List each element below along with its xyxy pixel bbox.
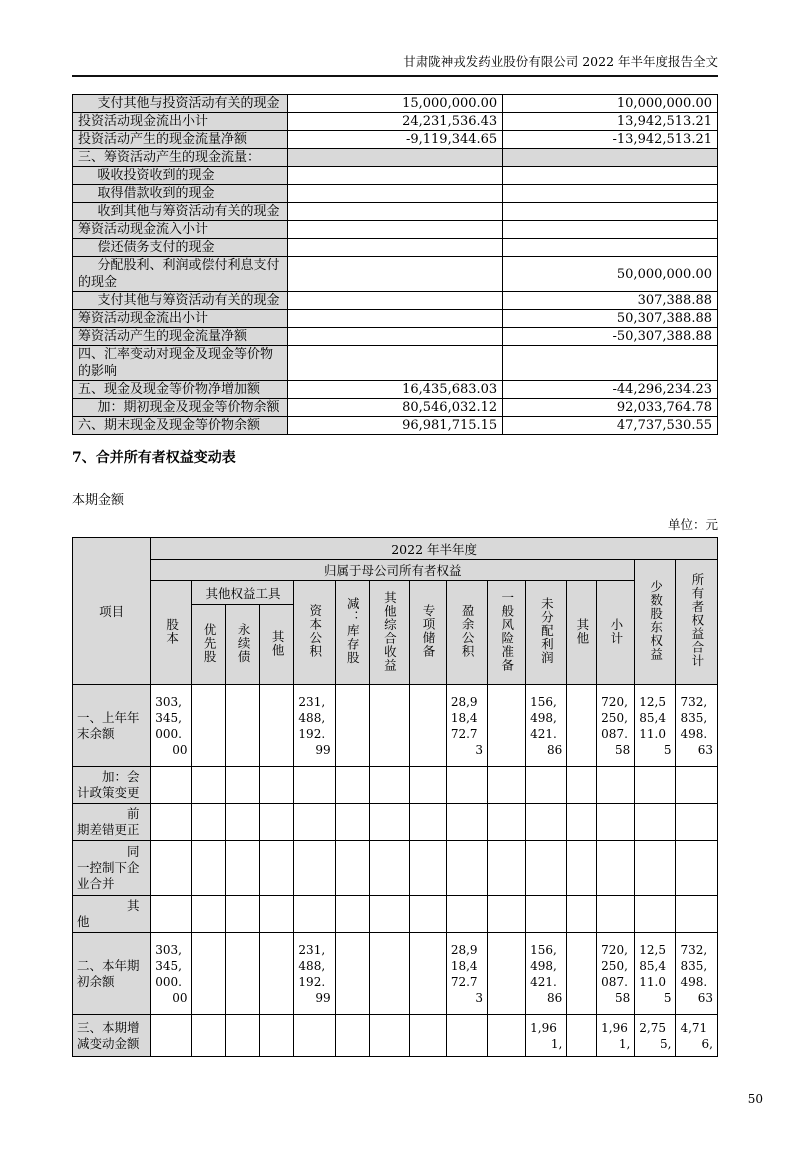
equity-value-cell xyxy=(676,841,718,896)
equity-value-cell xyxy=(409,896,446,933)
item-label-cell: 分配股利、利润或偿付利息支付的现金 xyxy=(73,257,288,292)
equity-item-label-cell: 一、上年年末余额 xyxy=(73,685,151,767)
equity-value-cell xyxy=(446,896,487,933)
table-row xyxy=(73,131,718,149)
item-label-cell: 取得借款收到的现金 xyxy=(73,185,288,203)
table-row xyxy=(73,381,718,399)
equity-value-cell xyxy=(226,804,260,841)
table-row xyxy=(73,292,718,310)
equity-value-cell xyxy=(488,933,526,1015)
amount-current-cell xyxy=(288,292,503,310)
equity-value-cell: 28,918,472.73 xyxy=(446,933,487,1015)
equity-value-cell xyxy=(446,841,487,896)
equity-value-cell xyxy=(446,804,487,841)
period-subheading: 本期金额 xyxy=(72,493,125,508)
amount-prior-cell xyxy=(503,185,718,203)
amount-prior-cell: 47,737,530.55 xyxy=(503,417,718,435)
equity-value-cell xyxy=(567,804,597,841)
equity-value-cell: 720,250,087.58 xyxy=(597,685,635,767)
table-row xyxy=(73,149,718,167)
amount-prior-cell: 50,307,388.88 xyxy=(503,310,718,328)
equity-value-cell xyxy=(226,1015,260,1057)
equity-value-cell xyxy=(260,685,294,767)
equity-value-cell xyxy=(409,685,446,767)
col-header-perpetual-bonds: 永续债 xyxy=(226,605,260,685)
equity-value-cell xyxy=(151,896,192,933)
equity-item-label-cell: 三、本期增减变动金额 xyxy=(73,1015,151,1057)
equity-value-cell xyxy=(567,933,597,1015)
equity-value-cell: 303,345,000.00 xyxy=(151,933,192,1015)
col-header-special-reserve: 专项储备 xyxy=(409,581,446,685)
equity-value-cell xyxy=(260,841,294,896)
table-row xyxy=(73,185,718,203)
equity-value-cell xyxy=(226,933,260,1015)
equity-value-cell xyxy=(409,933,446,1015)
page-content xyxy=(0,54,793,1057)
equity-item-label-cell: 加：会计政策变更 xyxy=(73,767,151,804)
equity-value-cell xyxy=(597,804,635,841)
table-row xyxy=(73,1015,718,1057)
equity-value-cell xyxy=(369,767,409,804)
equity-value-cell xyxy=(226,841,260,896)
equity-value-cell xyxy=(635,767,676,804)
amount-current-cell xyxy=(288,257,503,292)
item-label-cell: 偿还债务支付的现金 xyxy=(73,239,288,257)
equity-item-label-cell: 其他 xyxy=(73,896,151,933)
equity-value-cell: 1,961, xyxy=(597,1015,635,1057)
equity-value-cell xyxy=(488,804,526,841)
equity-value-cell xyxy=(294,896,335,933)
amount-prior-cell: 307,388.88 xyxy=(503,292,718,310)
amount-current-cell xyxy=(288,310,503,328)
equity-value-cell xyxy=(335,1015,369,1057)
equity-value-cell xyxy=(151,767,192,804)
equity-value-cell: 156,498,421.86 xyxy=(526,933,567,1015)
equity-value-cell xyxy=(335,933,369,1015)
table-row xyxy=(73,203,718,221)
table-row xyxy=(73,841,718,896)
item-label-cell: 支付其他与投资活动有关的现金 xyxy=(73,95,288,113)
col-header-other-equity-instruments: 其他权益工具 xyxy=(192,581,294,605)
item-label-cell: 三、筹资活动产生的现金流量： xyxy=(73,149,288,167)
equity-value-cell xyxy=(488,767,526,804)
equity-value-cell xyxy=(369,685,409,767)
table-row xyxy=(73,328,718,346)
col-header-other-comprehensive-income: 其他综合收益 xyxy=(369,581,409,685)
col-header-minority-interest: 少数股东权益 xyxy=(635,560,676,685)
equity-value-cell xyxy=(151,804,192,841)
col-header-subtotal: 小计 xyxy=(597,581,635,685)
equity-value-cell xyxy=(635,896,676,933)
equity-value-cell: 1,961, xyxy=(526,1015,567,1057)
amount-current-cell: 16,435,683.03 xyxy=(288,381,503,399)
col-header-share-capital: 股本 xyxy=(151,581,192,685)
equity-value-cell xyxy=(260,767,294,804)
unit-label: 单位：元 xyxy=(667,517,718,532)
equity-value-cell xyxy=(294,767,335,804)
page-header xyxy=(72,54,718,77)
equity-value-cell xyxy=(226,896,260,933)
equity-value-cell xyxy=(369,804,409,841)
table-row xyxy=(73,310,718,328)
equity-value-cell xyxy=(446,767,487,804)
equity-value-cell xyxy=(526,767,567,804)
equity-value-cell xyxy=(294,1015,335,1057)
table-row xyxy=(73,804,718,841)
amount-prior-cell xyxy=(503,346,718,381)
equity-value-cell: 28,918,472.73 xyxy=(446,685,487,767)
equity-value-cell xyxy=(192,896,226,933)
equity-value-cell xyxy=(335,841,369,896)
equity-value-cell xyxy=(526,804,567,841)
table-row xyxy=(73,113,718,131)
item-label-cell: 筹资活动现金流入小计 xyxy=(73,221,288,239)
item-label-cell: 筹资活动现金流出小计 xyxy=(73,310,288,328)
equity-value-cell xyxy=(526,841,567,896)
amount-prior-cell xyxy=(503,239,718,257)
amount-current-cell xyxy=(288,185,503,203)
equity-value-cell xyxy=(369,841,409,896)
table-row xyxy=(73,346,718,381)
amount-current-cell xyxy=(288,203,503,221)
equity-value-cell xyxy=(567,1015,597,1057)
item-label-cell: 收到其他与筹资活动有关的现金 xyxy=(73,203,288,221)
col-header-capital-reserve: 资本公积 xyxy=(294,581,335,685)
equity-value-cell xyxy=(597,767,635,804)
equity-value-cell xyxy=(192,1015,226,1057)
item-label-cell: 吸收投资收到的现金 xyxy=(73,167,288,185)
equity-value-cell xyxy=(676,896,718,933)
col-header-surplus-reserve: 盈余公积 xyxy=(446,581,487,685)
amount-current-cell: 96,981,715.15 xyxy=(288,417,503,435)
equity-value-cell xyxy=(526,896,567,933)
equity-value-cell xyxy=(597,896,635,933)
amount-current-cell: -9,119,344.65 xyxy=(288,131,503,149)
equity-value-cell xyxy=(567,841,597,896)
table-row xyxy=(73,896,718,933)
equity-value-cell xyxy=(192,804,226,841)
page-number: 50 xyxy=(747,1092,763,1106)
amount-current-cell xyxy=(288,221,503,239)
equity-value-cell xyxy=(151,841,192,896)
equity-value-cell xyxy=(369,933,409,1015)
equity-value-cell: 12,585,411.05 xyxy=(635,685,676,767)
equity-value-cell xyxy=(488,1015,526,1057)
table-row xyxy=(73,399,718,417)
equity-value-cell xyxy=(635,804,676,841)
equity-value-cell xyxy=(192,933,226,1015)
equity-value-cell xyxy=(192,841,226,896)
item-label-cell: 四、汇率变动对现金及现金等价物的影响 xyxy=(73,346,288,381)
equity-value-cell xyxy=(260,1015,294,1057)
equity-value-cell xyxy=(409,804,446,841)
item-label-cell: 六、期末现金及现金等价物余额 xyxy=(73,417,288,435)
table-row xyxy=(73,239,718,257)
table-row xyxy=(73,95,718,113)
equity-value-cell xyxy=(335,767,369,804)
equity-value-cell: 720,250,087.58 xyxy=(597,933,635,1015)
equity-value-cell xyxy=(676,767,718,804)
table-row xyxy=(73,767,718,804)
cash-flow-table xyxy=(72,94,718,435)
equity-value-cell xyxy=(335,804,369,841)
report-title: 甘肃陇神戎发药业股份有限公司 2022 年半年度报告全文 xyxy=(403,54,718,69)
col-header-other-instrument: 其他 xyxy=(260,605,294,685)
equity-value-cell: 303,345,000.00 xyxy=(151,685,192,767)
amount-prior-cell: 92,033,764.78 xyxy=(503,399,718,417)
equity-value-cell xyxy=(260,933,294,1015)
equity-value-cell xyxy=(409,767,446,804)
amount-current-cell: 15,000,000.00 xyxy=(288,95,503,113)
equity-table-header xyxy=(73,538,718,685)
equity-value-cell: 231,488,192.99 xyxy=(294,685,335,767)
amount-current-cell xyxy=(288,149,503,167)
amount-current-cell xyxy=(288,239,503,257)
equity-value-cell xyxy=(488,685,526,767)
table-row xyxy=(73,933,718,1015)
equity-value-cell xyxy=(488,841,526,896)
equity-value-cell: 231,488,192.99 xyxy=(294,933,335,1015)
amount-prior-cell xyxy=(503,167,718,185)
equity-value-cell xyxy=(260,804,294,841)
equity-item-label-cell: 二、本年期初余额 xyxy=(73,933,151,1015)
item-label-cell: 五、现金及现金等价物净增加额 xyxy=(73,381,288,399)
table-row xyxy=(73,417,718,435)
amount-prior-cell: 13,942,513.21 xyxy=(503,113,718,131)
equity-value-cell xyxy=(635,841,676,896)
amount-current-cell xyxy=(288,328,503,346)
col-header-total-equity: 所有者权益合计 xyxy=(676,560,718,685)
section-heading: 7、合并所有者权益变动表 xyxy=(72,450,236,466)
amount-prior-cell xyxy=(503,221,718,239)
col-header-undistributed-profit: 未分配利润 xyxy=(526,581,567,685)
amount-prior-cell xyxy=(503,203,718,221)
equity-value-cell xyxy=(567,896,597,933)
equity-item-label-cell: 前期差错更正 xyxy=(73,804,151,841)
equity-value-cell: 12,585,411.05 xyxy=(635,933,676,1015)
amount-current-cell: 24,231,536.43 xyxy=(288,113,503,131)
amount-current-cell xyxy=(288,167,503,185)
amount-current-cell: 80,546,032.12 xyxy=(288,399,503,417)
item-label-cell: 投资活动现金流出小计 xyxy=(73,113,288,131)
amount-prior-cell: -44,296,234.23 xyxy=(503,381,718,399)
item-label-cell: 筹资活动产生的现金流量净额 xyxy=(73,328,288,346)
item-label-cell: 加：期初现金及现金等价物余额 xyxy=(73,399,288,417)
amount-current-cell xyxy=(288,346,503,381)
equity-value-cell: 156,498,421.86 xyxy=(526,685,567,767)
equity-value-cell xyxy=(369,1015,409,1057)
amount-prior-cell: 50,000,000.00 xyxy=(503,257,718,292)
equity-value-cell xyxy=(567,685,597,767)
equity-value-cell xyxy=(409,841,446,896)
equity-value-cell xyxy=(294,804,335,841)
equity-value-cell: 732,835,498.63 xyxy=(676,685,718,767)
equity-value-cell xyxy=(488,896,526,933)
table-row xyxy=(73,221,718,239)
col-header-other: 其他 xyxy=(567,581,597,685)
amount-prior-cell: -50,307,388.88 xyxy=(503,328,718,346)
amount-prior-cell: 10,000,000.00 xyxy=(503,95,718,113)
col-header-less-treasury-shares: 减：库存股 xyxy=(335,581,369,685)
equity-change-table xyxy=(72,537,718,1057)
equity-value-cell xyxy=(260,896,294,933)
equity-value-cell xyxy=(294,841,335,896)
table-row xyxy=(73,685,718,767)
equity-value-cell xyxy=(676,804,718,841)
equity-value-cell xyxy=(597,841,635,896)
report-page xyxy=(0,54,793,1176)
equity-value-cell xyxy=(369,896,409,933)
equity-value-cell xyxy=(446,1015,487,1057)
equity-value-cell xyxy=(335,896,369,933)
col-header-parent-equity: 归属于母公司所有者权益 xyxy=(151,560,635,581)
col-header-period: 2022 年半年度 xyxy=(151,538,718,560)
amount-prior-cell xyxy=(503,149,718,167)
equity-value-cell xyxy=(567,767,597,804)
item-label-cell: 支付其他与筹资活动有关的现金 xyxy=(73,292,288,310)
equity-value-cell xyxy=(226,685,260,767)
equity-item-label-cell: 同一控制下企业合并 xyxy=(73,841,151,896)
col-header-preferred-shares: 优先股 xyxy=(192,605,226,685)
equity-value-cell xyxy=(335,685,369,767)
item-label-cell: 投资活动产生的现金流量净额 xyxy=(73,131,288,149)
equity-value-cell: 732,835,498.63 xyxy=(676,933,718,1015)
equity-value-cell xyxy=(151,1015,192,1057)
table-row xyxy=(73,167,718,185)
equity-value-cell xyxy=(192,767,226,804)
table-row xyxy=(73,257,718,292)
equity-value-cell: 4,716, xyxy=(676,1015,718,1057)
col-header-general-risk-reserve: 一般风险准备 xyxy=(488,581,526,685)
equity-value-cell xyxy=(226,767,260,804)
col-header-item: 项目 xyxy=(73,538,151,685)
equity-value-cell: 2,755, xyxy=(635,1015,676,1057)
amount-prior-cell: -13,942,513.21 xyxy=(503,131,718,149)
equity-value-cell xyxy=(192,685,226,767)
equity-value-cell xyxy=(409,1015,446,1057)
